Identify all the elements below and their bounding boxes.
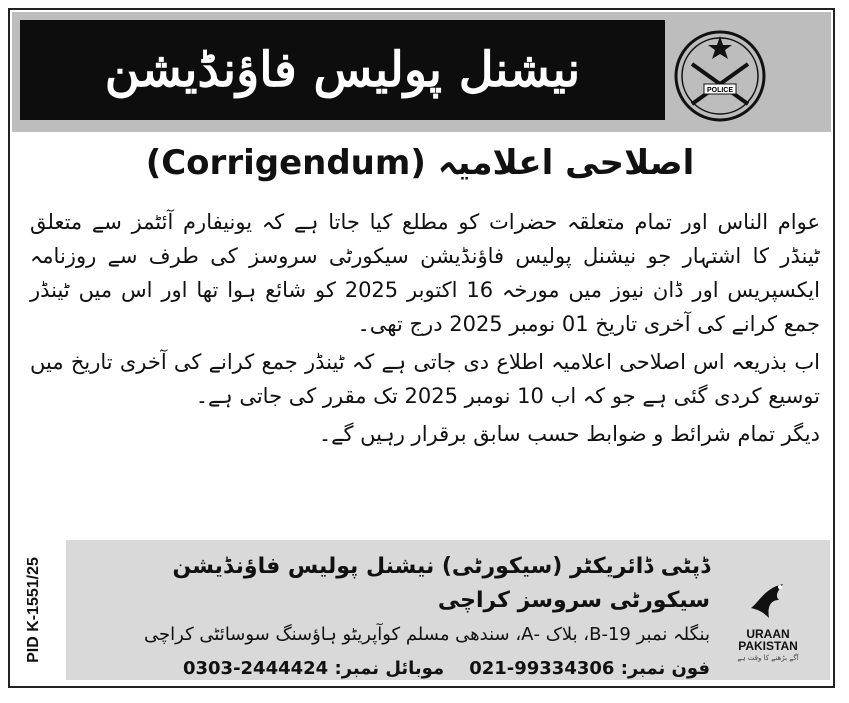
uraan-pakistan-logo [718,578,818,674]
bird-icon [745,578,791,624]
pakistan-word: PAKISTAN [738,639,798,653]
footer-contact [140,550,710,686]
notice-paragraph-3: دیگر تمام شرائط و ضوابط حسب سابق برقرار رہیں گے۔ [318,422,820,446]
notice-paragraph-2: اب بذریعہ اس اصلاحی اعلامیہ اطلاع دی جاتی ہے کہ ٹینڈر جمع کرانے کی آخری تاریخ میں توسیع کردی گئی ہے جو کہ اب 10 نومبر 2025 تک مقرر کی جاتی ہے۔ [30,350,820,408]
address-line: بنگلہ نمبر 19-B، بلاک -A، سندھی مسلم کوآپریٹو ہاؤسنگ سوسائٹی کراچی [144,624,710,645]
pid-code [14,545,54,675]
organization-title: نیشنل پولیس فاؤنڈیشن [104,42,581,98]
designation-line: ڈپٹی ڈائریکٹر (سیکورٹی) نیشنل پولیس فاؤنڈیشن سیکورٹی سروسز کراچی [172,554,710,613]
phone-number: 021-99334306 [469,658,615,679]
uraan-word: URAAN [746,627,790,641]
pid-label: PID K-1551/25 [25,557,42,663]
notice-body [30,205,820,455]
phone-line [140,652,710,686]
svg-text:POLICE: POLICE [706,87,734,94]
police-emblem-icon [672,26,768,122]
uraan-tagline: آگے بڑھنے کا وقت ہے [737,654,799,662]
notice-paragraph-1: عوام الناس اور تمام متعلقہ حضرات کو مطلع کیا جاتا ہے کہ یونیفارم آئٹمز سے متعلق ٹینڈر کا اشتہار جو نیشنل پولیس فاؤنڈیشن سیکورٹی سروسز کی طرف سے روزنامہ ایکسپریس اور ڈان نیوز میں مورخہ 16 اکتوبر 2025 کو شائع ہوا تھا اور اس میں ٹینڈر جمع کرانے کی آخری تاریخ 01 نومبر 2025 درج تھی۔ [30,210,820,336]
title-banner [20,20,665,120]
phone-label: فون نمبر: [620,658,710,679]
corrigendum-title: اصلاحی اعلامیہ (Corrigendum) [145,143,695,183]
mobile-number: 0303-2444424 [182,658,329,679]
mobile-label: موبائل نمبر: [334,658,445,679]
